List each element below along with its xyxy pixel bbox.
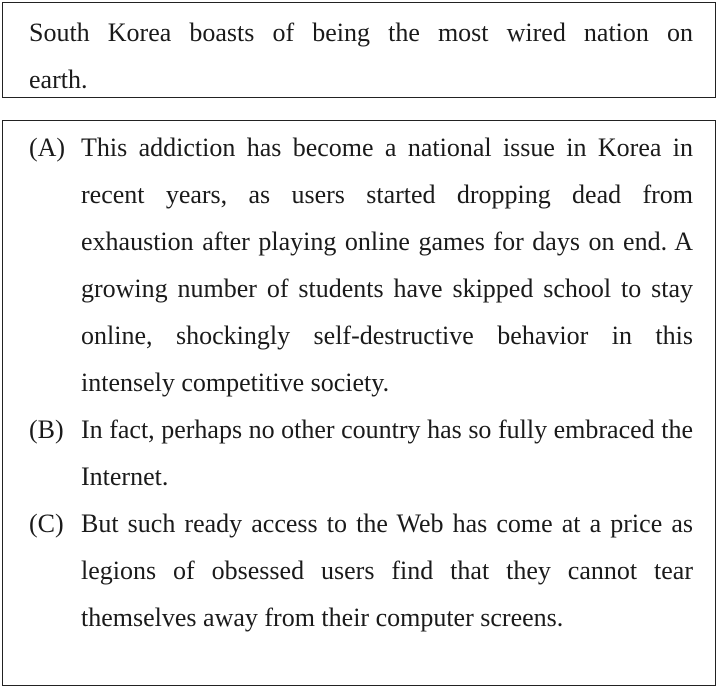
option-b-text: In fact, perhaps no other country has so fully embraced the Internet.: [81, 415, 693, 491]
option-b: [29, 406, 693, 500]
intro-sentence: South Korea boasts of being the most wired nation on earth.: [29, 18, 693, 94]
option-c: [29, 500, 693, 641]
options-box: [2, 120, 716, 686]
option-c-label: (C): [29, 509, 64, 538]
option-a: [29, 124, 693, 406]
option-c-text: But such ready access to the Web has come at a price as legions of obsessed users find that they cannot tear themselves away from their computer screens.: [81, 509, 693, 632]
option-b-label: (B): [29, 415, 64, 444]
option-a-label: (A): [29, 133, 66, 162]
option-a-text: This addiction has become a national issue in Korea in recent years, as users started dropping dead from exhaustion after playing online games for days on end. A growing number of students have skipped school to stay online, shockingly self-destructive behavior in this intensely competitive society.: [81, 133, 693, 397]
intro-box: [2, 2, 716, 98]
